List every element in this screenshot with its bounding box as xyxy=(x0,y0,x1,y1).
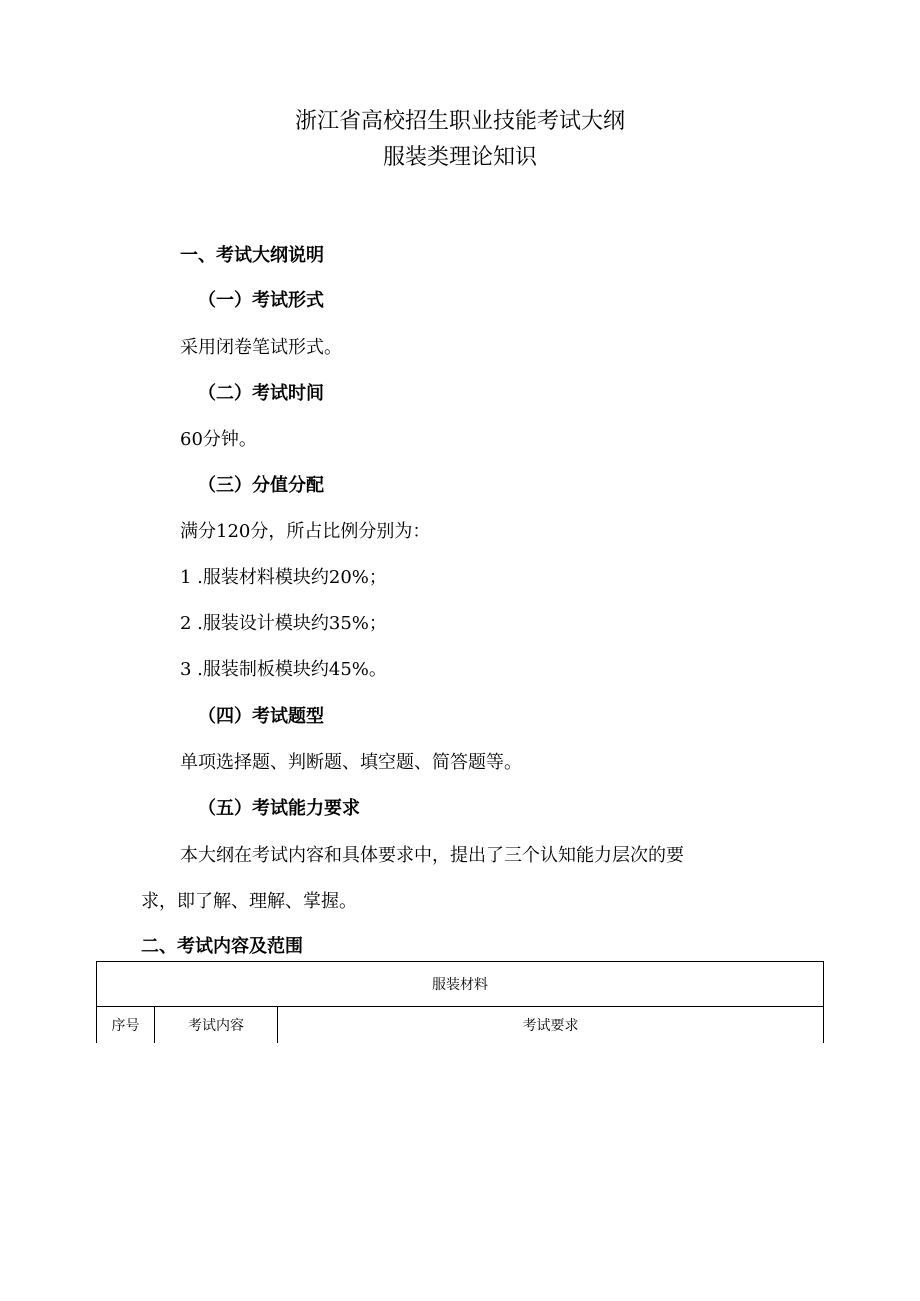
table-header-requirements: 考试要求 xyxy=(522,1018,579,1034)
content-table xyxy=(96,961,824,1043)
document-title: 浙江省高校招生职业技能考试大纲 xyxy=(294,109,625,134)
subheading-score-allocation: （三）分值分配 xyxy=(198,475,324,496)
paragraph-ability-line2: 求，即了解、理解、掌握。 xyxy=(141,891,357,912)
list-item: 2 .服装设计模块约35%； xyxy=(180,613,387,634)
table-title: 服装材料 xyxy=(97,962,823,1007)
section-heading-exam-content: 二、考试内容及范围 xyxy=(141,936,303,957)
table-header-index: 序号 xyxy=(97,1007,155,1043)
list-item: 3 .服装制板模块约45%。 xyxy=(180,659,387,680)
document-subtitle: 服装类理论知识 xyxy=(382,145,537,170)
subheading-ability-requirements: （五）考试能力要求 xyxy=(198,798,360,819)
table-header-content: 考试内容 xyxy=(155,1007,278,1043)
subheading-question-types: （四）考试题型 xyxy=(198,706,324,727)
paragraph-score-allocation: 满分120分，所占比例分别为： xyxy=(180,521,431,542)
paragraph-exam-form: 采用闭卷笔试形式。 xyxy=(180,337,342,358)
section-heading-exam-outline: 一、考试大纲说明 xyxy=(180,245,324,266)
paragraph-exam-time: 60分钟。 xyxy=(180,429,257,450)
subheading-exam-time: （二）考试时间 xyxy=(198,383,324,404)
subheading-exam-form: （一）考试形式 xyxy=(198,290,324,311)
paragraph-question-types: 单项选择题、判断题、填空题、简答题等。 xyxy=(180,752,522,773)
list-item: 1 .服装材料模块约20%； xyxy=(180,567,387,588)
table-header-row xyxy=(97,1007,823,1043)
paragraph-ability-line1: 本大纲在考试内容和具体要求中，提出了三个认知能力层次的要 xyxy=(180,845,684,866)
